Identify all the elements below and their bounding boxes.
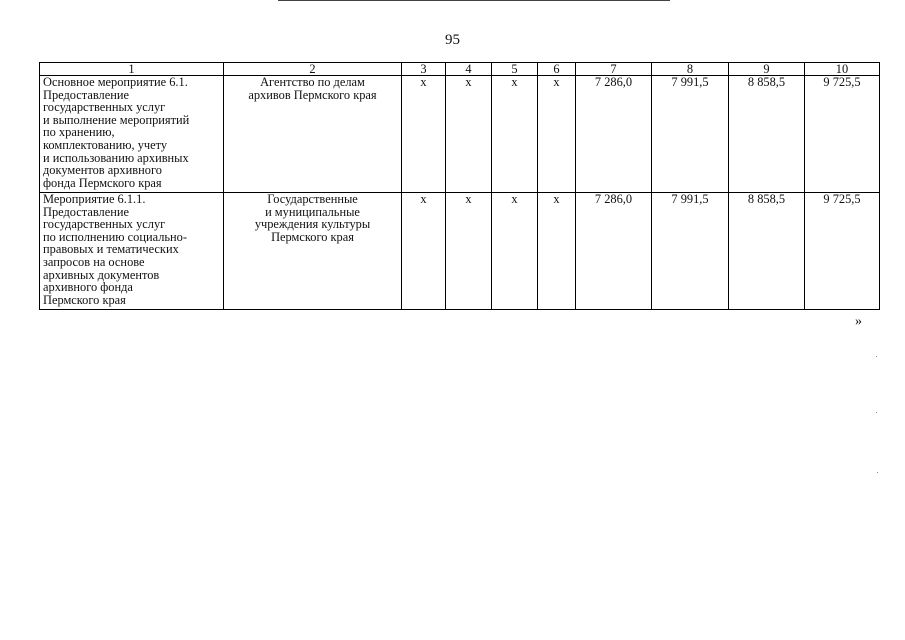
amount-cell: 8 858,5: [729, 76, 805, 193]
code-cell: х: [492, 193, 538, 310]
amount-cell: 7 286,0: [576, 193, 652, 310]
code-cell: х: [492, 76, 538, 193]
column-header: 1: [40, 63, 224, 76]
column-header: 2: [224, 63, 402, 76]
closing-quote-mark: »: [855, 314, 862, 329]
amount-cell: 8 858,5: [729, 193, 805, 310]
amount-cell: 7 991,5: [652, 76, 729, 193]
scan-speck: [876, 356, 877, 357]
activity-name-cell: Мероприятие 6.1.1. Предоставление государственных услуг по исполнению социально- правовых и тематических запросов на основе архивных документов архивного фонда Пермского края: [40, 193, 224, 310]
code-cell: х: [538, 193, 576, 310]
header-row: [40, 63, 880, 76]
column-header: 3: [402, 63, 446, 76]
code-cell: х: [402, 76, 446, 193]
code-cell: х: [538, 76, 576, 193]
budget-table: [39, 62, 880, 310]
page-number: 95: [445, 32, 460, 48]
column-header: 4: [446, 63, 492, 76]
column-header: 8: [652, 63, 729, 76]
amount-cell: 9 725,5: [805, 76, 880, 193]
top-rule: [278, 0, 670, 1]
amount-cell: 7 286,0: [576, 76, 652, 193]
code-cell: х: [402, 193, 446, 310]
code-cell: х: [446, 193, 492, 310]
table-row: [40, 76, 880, 193]
activity-name-cell: Основное мероприятие 6.1. Предоставление государственных услуг и выполнение мероприятий по хранению, комплектованию, учету и использованию архивных документов архивного фонда Пермского края: [40, 76, 224, 193]
executor-cell: Агентство по делам архивов Пермского края: [224, 76, 402, 193]
column-header: 10: [805, 63, 880, 76]
column-header: 7: [576, 63, 652, 76]
column-header: 9: [729, 63, 805, 76]
table-row: [40, 193, 880, 310]
column-header: 5: [492, 63, 538, 76]
scan-speck: [877, 472, 878, 473]
column-header: 6: [538, 63, 576, 76]
scan-speck: [876, 412, 877, 413]
amount-cell: 9 725,5: [805, 193, 880, 310]
amount-cell: 7 991,5: [652, 193, 729, 310]
code-cell: х: [446, 76, 492, 193]
executor-cell: Государственные и муниципальные учреждения культуры Пермского края: [224, 193, 402, 310]
